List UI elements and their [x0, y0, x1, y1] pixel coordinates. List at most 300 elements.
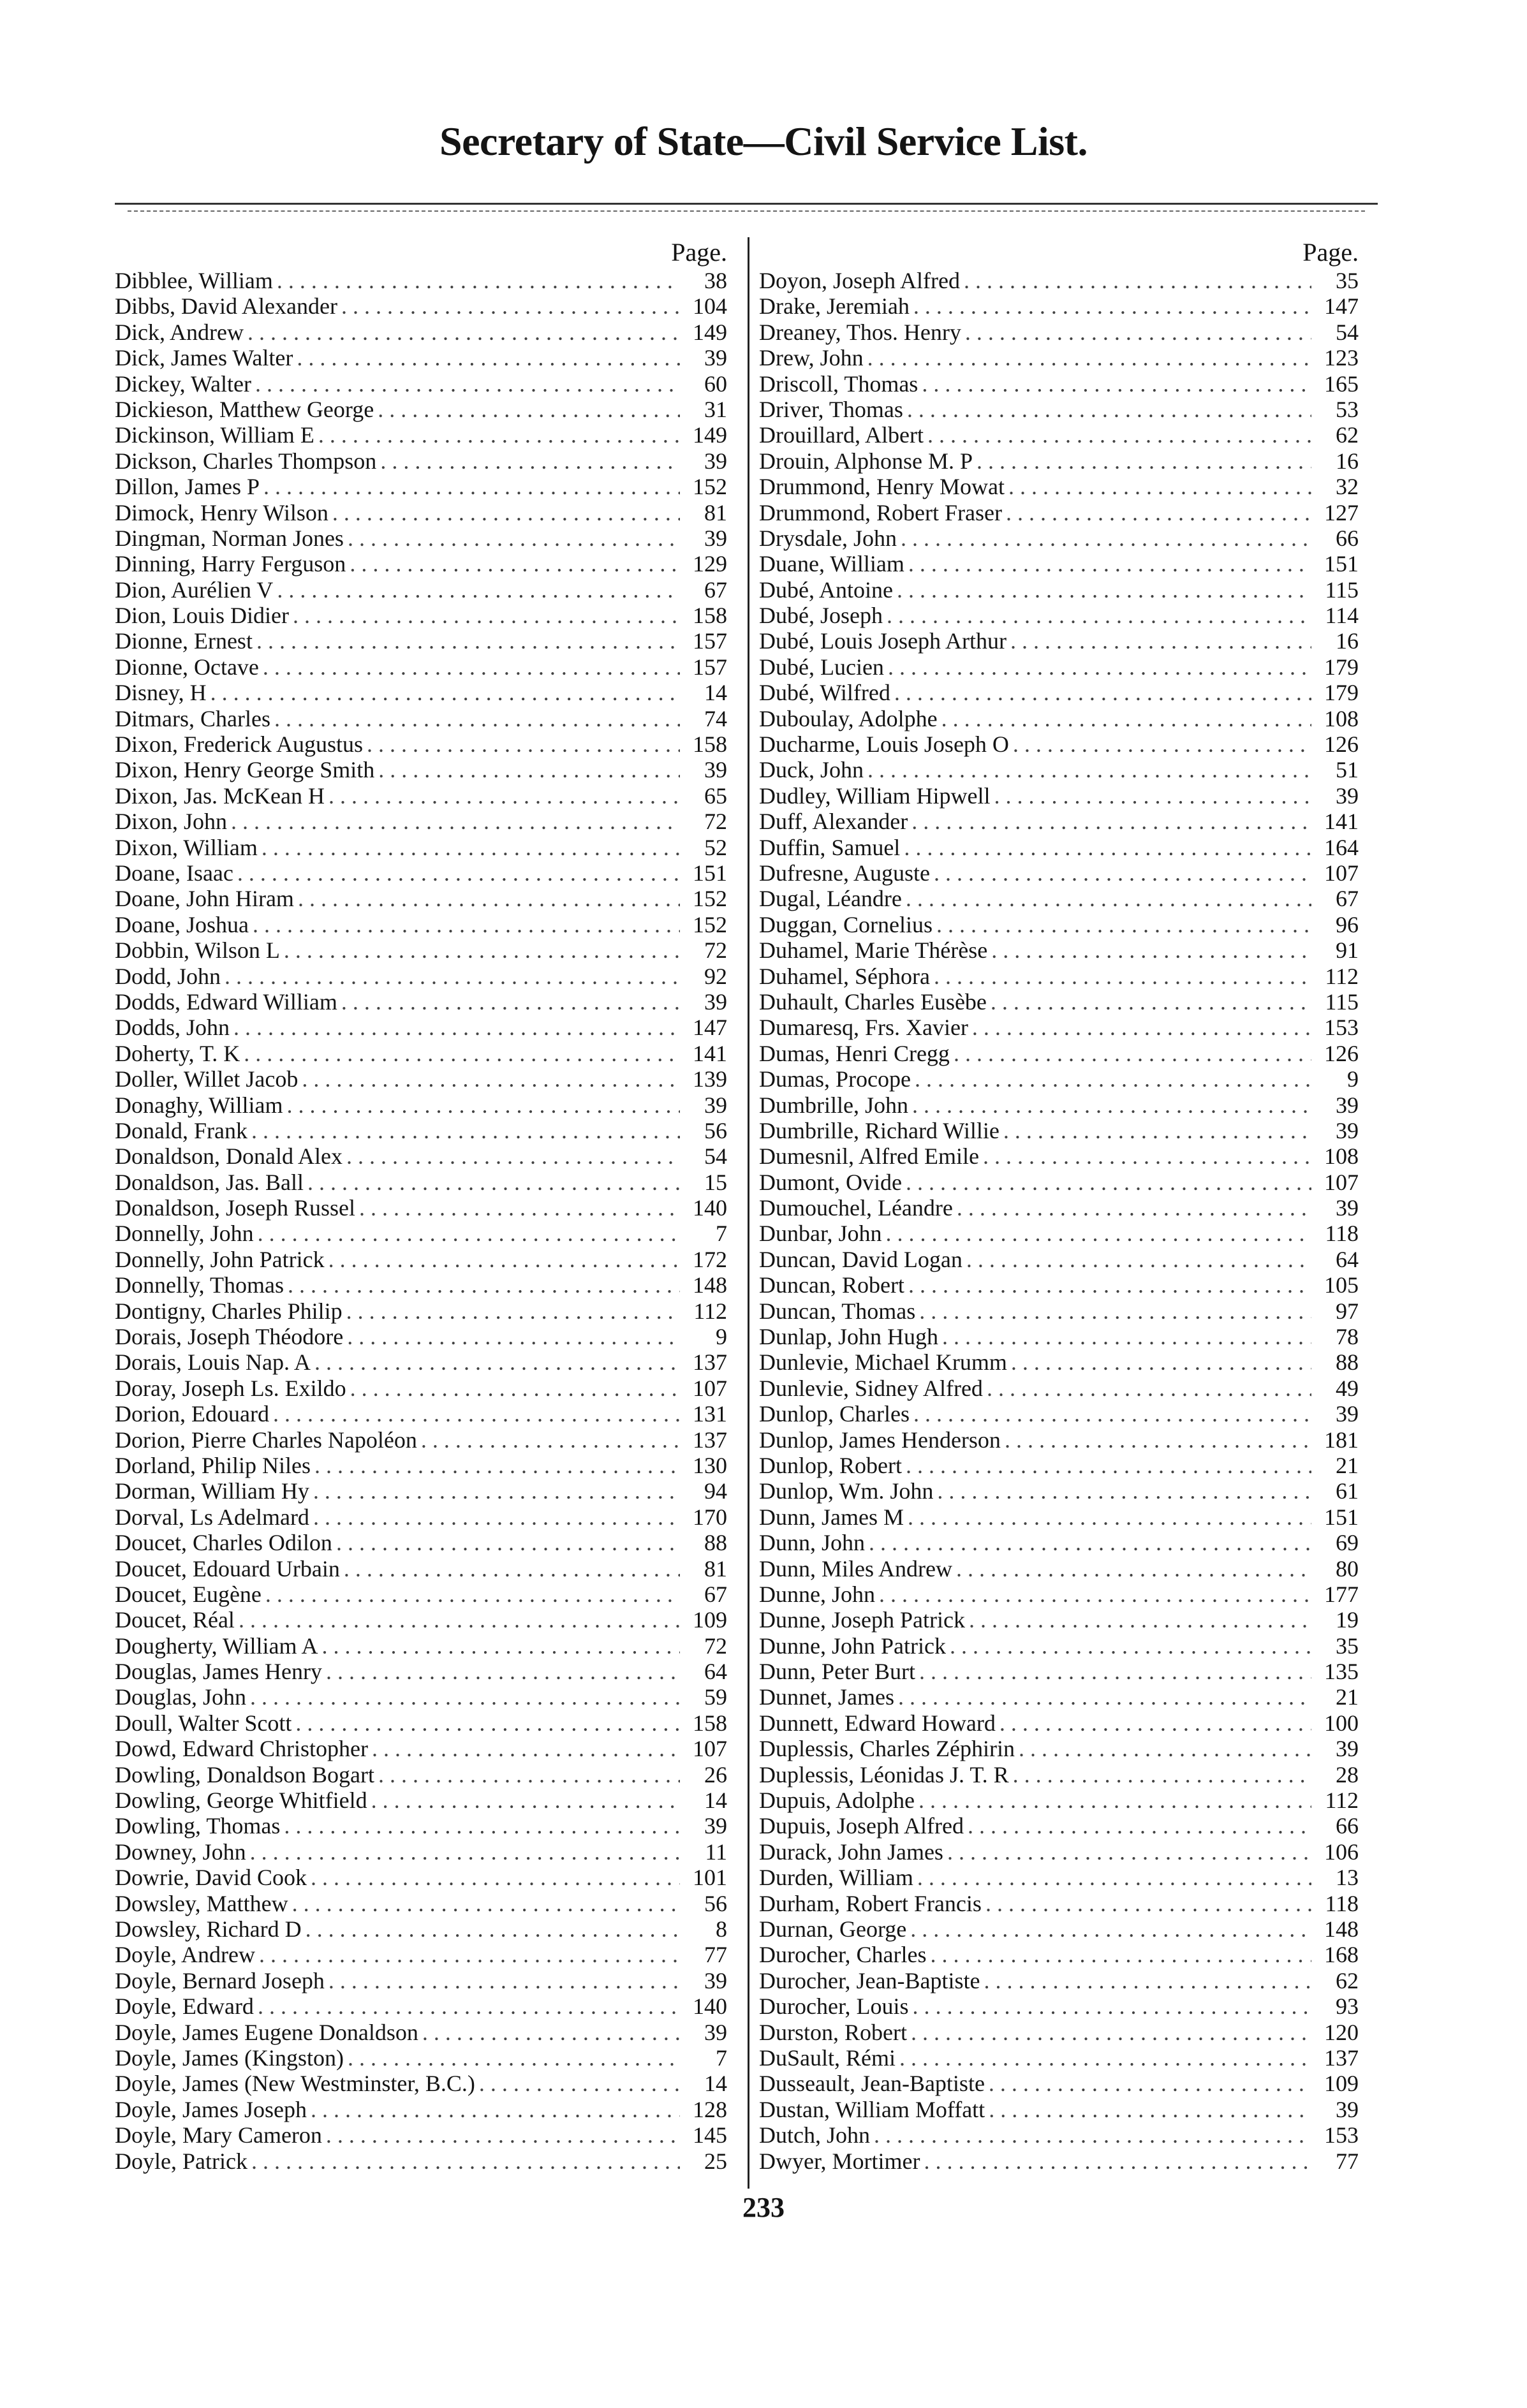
entry-name: Dubé, Joseph	[759, 603, 883, 629]
list-item	[759, 1221, 1359, 1246]
list-item	[115, 603, 727, 628]
entry-name: Dorion, Edouard	[115, 1401, 269, 1427]
dot-leader	[231, 809, 680, 834]
dot-leader	[421, 1427, 680, 1453]
dot-leader	[906, 1170, 1311, 1195]
entry-name: Ditmars, Charles	[115, 705, 270, 731]
list-item	[759, 1376, 1359, 1401]
entry-name: Dougherty, William A	[115, 1633, 318, 1659]
entry-page: 151	[1324, 551, 1359, 577]
entry-name: Dwyer, Mortimer	[759, 2148, 920, 2174]
entry-page: 72	[704, 937, 727, 964]
entry-page: 140	[693, 1195, 727, 1221]
entry-name: Dumesnil, Alfred Emile	[759, 1143, 979, 1170]
list-item	[115, 1118, 727, 1143]
entry-name: Dickey, Walter	[115, 371, 252, 397]
entry-page: 39	[704, 1092, 727, 1118]
dot-leader	[874, 2122, 1311, 2148]
entry-page: 141	[693, 1040, 727, 1066]
entry-page: 112	[693, 1298, 727, 1324]
entry-name: Duck, John	[759, 757, 864, 783]
entry-page: 92	[704, 963, 727, 989]
dot-leader	[991, 937, 1311, 963]
entry-name: Ducharme, Louis Joseph O	[759, 731, 1009, 758]
entry-page: 151	[693, 860, 727, 886]
list-item	[759, 1891, 1359, 1916]
list-item	[759, 1247, 1359, 1272]
dot-leader	[887, 603, 1311, 628]
list-item	[759, 680, 1359, 705]
entry-page: 179	[1324, 680, 1359, 706]
entry-name: Doyle, James (New Westminster, B.C.)	[115, 2071, 475, 2097]
dot-leader	[910, 1916, 1311, 1942]
dot-leader	[273, 1401, 680, 1427]
dot-leader	[314, 1349, 680, 1375]
list-item	[759, 293, 1359, 319]
entry-page: 123	[1324, 345, 1359, 371]
entry-name: Dubé, Louis Joseph Arthur	[759, 628, 1007, 654]
list-item	[115, 1839, 727, 1865]
list-item	[115, 1041, 727, 1066]
list-item	[759, 1041, 1359, 1066]
list-item	[115, 706, 727, 731]
dot-leader	[1005, 1427, 1311, 1453]
list-item	[759, 1530, 1359, 1555]
dot-leader	[259, 1942, 680, 1967]
dot-leader	[237, 860, 680, 886]
entry-name: Dibblee, William	[115, 268, 273, 293]
entry-page: 106	[1324, 1839, 1359, 1865]
list-item	[115, 1376, 727, 1401]
entry-page: 126	[1324, 731, 1359, 758]
dot-leader	[258, 1221, 680, 1246]
entry-page: 35	[1336, 268, 1359, 293]
list-item	[759, 1942, 1359, 1967]
entry-name: Dusseault, Jean-Baptiste	[759, 2071, 985, 2097]
list-item	[759, 731, 1359, 757]
list-item	[759, 1298, 1359, 1324]
list-item	[115, 1401, 727, 1427]
entry-name: Duncan, Thomas	[759, 1298, 916, 1324]
entry-name: Doucet, Edouard Urbain	[115, 1555, 340, 1582]
list-item	[759, 1710, 1359, 1736]
entry-name: Dutch, John	[759, 2122, 870, 2148]
dot-leader	[888, 654, 1311, 680]
dot-leader	[258, 1993, 680, 2019]
list-item	[115, 628, 727, 654]
list-item	[115, 474, 727, 499]
dot-leader	[262, 835, 680, 860]
entry-page: 39	[1336, 1092, 1359, 1118]
dot-leader	[936, 912, 1311, 937]
entry-name: Driver, Thomas	[759, 396, 903, 422]
list-item	[115, 835, 727, 860]
entry-name: Dorais, Joseph Théodore	[115, 1324, 344, 1350]
entry-name: Donaghy, William	[115, 1092, 283, 1118]
entry-name: Dixon, Henry George Smith	[115, 757, 375, 783]
dot-leader	[965, 319, 1311, 345]
entry-name: Doller, Willet Jacob	[115, 1066, 299, 1092]
entry-page: 39	[1336, 2096, 1359, 2122]
entry-name: Dudley, William Hipwell	[759, 782, 991, 809]
list-item	[759, 525, 1359, 551]
dot-leader	[344, 1556, 680, 1582]
dot-leader	[295, 1710, 680, 1736]
dot-leader	[907, 397, 1311, 422]
dot-leader	[293, 603, 680, 628]
list-item	[115, 268, 727, 293]
entry-page: 39	[1336, 782, 1359, 809]
entry-page: 94	[704, 1478, 727, 1504]
entry-page: 177	[1324, 1581, 1359, 1607]
dot-leader	[908, 1504, 1311, 1530]
dot-leader	[326, 2122, 680, 2148]
entry-page: 38	[704, 268, 727, 293]
dot-leader	[255, 371, 680, 397]
list-item	[759, 1324, 1359, 1349]
entry-page: 9	[716, 1324, 727, 1350]
entry-page: 164	[1324, 834, 1359, 860]
entry-name: Dumas, Procope	[759, 1066, 911, 1092]
entry-page: 56	[704, 1117, 727, 1143]
entry-page: 93	[1336, 1993, 1359, 2020]
entry-page: 31	[704, 396, 727, 422]
entry-page: 100	[1324, 1710, 1359, 1736]
list-item	[115, 937, 727, 963]
entry-name: Donaldson, Joseph Russel	[115, 1195, 355, 1221]
list-item	[759, 757, 1359, 782]
list-item	[759, 371, 1359, 397]
entry-name: Dumbrille, John	[759, 1092, 908, 1118]
list-item	[759, 809, 1359, 834]
entry-name: Durack, John James	[759, 1839, 943, 1865]
list-item	[115, 1788, 727, 1813]
list-item	[759, 1504, 1359, 1530]
list-item	[759, 1865, 1359, 1890]
entry-name: Dobbin, Wilson L	[115, 937, 280, 964]
entry-page: 74	[704, 705, 727, 731]
entry-page: 77	[1336, 2148, 1359, 2174]
entry-name: Dumas, Henri Cregg	[759, 1040, 950, 1066]
entry-name: Douglas, James Henry	[115, 1659, 322, 1685]
list-item	[115, 1582, 727, 1607]
entry-page: 54	[1336, 319, 1359, 345]
entry-page: 153	[1324, 1015, 1359, 1041]
entry-name: Duplessis, Charles Zéphirin	[759, 1736, 1015, 1762]
entry-page: 139	[693, 1066, 727, 1092]
entry-page: 157	[693, 654, 727, 680]
entry-name: Downey, John	[115, 1839, 246, 1865]
dot-leader	[326, 1659, 680, 1684]
entry-page: 97	[1336, 1298, 1359, 1324]
entry-page: 168	[1324, 1942, 1359, 1968]
dot-leader	[915, 1066, 1311, 1092]
entry-name: Dubé, Antoine	[759, 576, 893, 603]
entry-name: Durston, Robert	[759, 2019, 907, 2045]
entry-name: Doucet, Réal	[115, 1607, 235, 1633]
dot-leader	[918, 1788, 1311, 1813]
entry-page: 52	[704, 834, 727, 860]
list-item	[759, 1839, 1359, 1865]
entry-name: Duane, William	[759, 551, 904, 577]
entry-name: Dick, Andrew	[115, 319, 244, 345]
entry-name: Donaldson, Donald Alex	[115, 1143, 343, 1170]
dot-leader	[328, 783, 680, 809]
entry-page: 56	[704, 1890, 727, 1916]
dot-leader	[1019, 1736, 1311, 1761]
dot-leader	[479, 2071, 680, 2096]
list-item	[759, 628, 1359, 654]
page-title: Secretary of State—Civil Service List.	[439, 119, 1088, 164]
list-item	[759, 783, 1359, 809]
list-item	[759, 1118, 1359, 1143]
dot-leader	[919, 1298, 1311, 1324]
list-item	[759, 1916, 1359, 1942]
entry-name: Dionne, Ernest	[115, 628, 253, 654]
list-item	[115, 1968, 727, 1993]
entry-page: 21	[1336, 1684, 1359, 1710]
entry-name: Doull, Walter Scott	[115, 1710, 292, 1736]
list-item	[759, 319, 1359, 345]
entry-page: 149	[693, 422, 727, 448]
entry-page: 39	[704, 2019, 727, 2045]
entry-name: Doyle, Bernard Joseph	[115, 1967, 325, 1993]
entry-page: 152	[693, 474, 727, 500]
entry-name: Dubé, Wilfred	[759, 680, 890, 706]
dot-leader	[989, 2071, 1311, 2096]
entry-page: 158	[693, 731, 727, 758]
entry-name: Doyon, Joseph Alfred	[759, 268, 960, 293]
entry-page: 128	[693, 2096, 727, 2122]
list-item	[759, 1195, 1359, 1221]
dot-leader	[894, 680, 1311, 705]
entry-name: Dreaney, Thos. Henry	[759, 319, 961, 345]
dot-leader	[984, 1968, 1311, 1993]
entry-name: Dillon, James P	[115, 474, 260, 500]
dot-leader	[934, 964, 1311, 989]
dot-leader	[991, 989, 1311, 1015]
entry-name: Doyle, James Joseph	[115, 2096, 307, 2122]
list-item	[759, 1427, 1359, 1453]
entry-name: Durnan, George	[759, 1916, 907, 1942]
entry-name: Dingman, Norman Jones	[115, 525, 344, 551]
entry-page: 158	[693, 1710, 727, 1736]
entry-page: 81	[704, 1555, 727, 1582]
list-item	[115, 1066, 727, 1092]
dot-leader	[947, 1839, 1311, 1865]
dot-leader	[251, 1118, 680, 1143]
dot-leader	[924, 2148, 1312, 2174]
entry-page: 53	[1336, 396, 1359, 422]
list-item	[759, 474, 1359, 499]
entry-name: Doyle, James Eugene Donaldson	[115, 2019, 418, 2045]
dot-leader	[298, 886, 680, 911]
dot-leader	[942, 1324, 1311, 1349]
list-item	[759, 937, 1359, 963]
entry-page: 112	[1325, 1788, 1359, 1814]
dot-leader	[380, 448, 680, 474]
list-item	[759, 2020, 1359, 2045]
list-item	[115, 989, 727, 1015]
entry-page: 105	[1324, 1272, 1359, 1298]
entry-name: Dibbs, David Alexander	[115, 293, 337, 319]
page-column-label: Page.	[1302, 238, 1359, 267]
dot-leader	[957, 1195, 1311, 1221]
dot-leader	[263, 474, 680, 499]
entry-name: Drake, Jeremiah	[759, 293, 910, 319]
entry-page: 107	[693, 1736, 727, 1762]
list-item	[759, 1993, 1359, 2019]
entry-page: 107	[693, 1375, 727, 1401]
dot-leader	[1013, 731, 1311, 757]
entry-name: Dickson, Charles Thompson	[115, 448, 377, 474]
list-item	[759, 2122, 1359, 2148]
dot-leader	[247, 319, 680, 345]
entry-page: 39	[704, 988, 727, 1015]
list-item	[759, 1788, 1359, 1813]
dot-leader	[314, 1453, 680, 1478]
entry-name: Dunlevie, Michael Krumm	[759, 1349, 1007, 1376]
entry-name: Duncan, David Logan	[759, 1246, 963, 1272]
list-item	[115, 1504, 727, 1530]
dot-leader	[983, 1143, 1311, 1169]
list-item	[759, 964, 1359, 989]
list-item	[115, 1865, 727, 1890]
entry-name: Duhamel, Séphora	[759, 963, 930, 989]
entry-page: 14	[704, 680, 727, 706]
entry-page: 67	[1336, 886, 1359, 912]
entry-name: Dion, Louis Didier	[115, 603, 289, 629]
entry-page: 109	[693, 1607, 727, 1633]
dot-leader	[251, 2148, 680, 2174]
dot-leader	[328, 1247, 680, 1272]
list-item	[759, 2097, 1359, 2122]
dot-leader	[306, 1916, 680, 1942]
entry-page: 158	[693, 603, 727, 629]
list-item	[115, 2020, 727, 2045]
list-item	[115, 1684, 727, 1710]
entry-name: Dickieson, Matthew George	[115, 396, 374, 422]
entry-page: 39	[1336, 1401, 1359, 1427]
entry-page: 118	[1325, 1890, 1359, 1916]
entry-name: Dowsley, Matthew	[115, 1890, 288, 1916]
dot-leader	[287, 1092, 680, 1118]
dot-leader	[336, 1530, 680, 1555]
entry-name: Dumbrille, Richard Willie	[759, 1117, 1000, 1143]
entry-page: 120	[1324, 2019, 1359, 2045]
dot-leader	[906, 886, 1311, 911]
dot-leader	[908, 551, 1311, 576]
dot-leader	[341, 293, 680, 319]
entry-name: Dunne, Joseph Patrick	[759, 1607, 965, 1633]
entry-name: Dunne, John Patrick	[759, 1633, 946, 1659]
list-item	[759, 989, 1359, 1015]
entry-name: Drummond, Henry Mowat	[759, 474, 1005, 500]
entry-name: Doane, Joshua	[115, 911, 249, 937]
entry-page: 96	[1336, 911, 1359, 937]
entry-name: Dowling, Donaldson Bogart	[115, 1761, 374, 1788]
entry-name: Duff, Alexander	[759, 809, 908, 835]
dot-leader	[318, 422, 680, 448]
dot-leader	[972, 1015, 1311, 1040]
entry-page: 66	[1336, 525, 1359, 551]
entry-name: Duplessis, Léonidas J. T. R	[759, 1761, 1009, 1788]
list-item	[115, 2148, 727, 2174]
entry-name: Drouin, Alphonse M. P	[759, 448, 973, 474]
title-rule	[115, 203, 1378, 205]
list-item	[115, 1942, 727, 1967]
list-item	[759, 2148, 1359, 2174]
entry-page: 9	[1347, 1066, 1359, 1092]
entry-page: 21	[1336, 1452, 1359, 1478]
entry-name: Duncan, Robert	[759, 1272, 904, 1298]
entry-page: 91	[1336, 937, 1359, 964]
entry-page: 145	[693, 2122, 727, 2148]
entry-name: Duhamel, Marie Thérèse	[759, 937, 988, 964]
list-item	[759, 1813, 1359, 1839]
list-item	[115, 2045, 727, 2071]
list-item	[759, 1272, 1359, 1298]
dot-leader	[913, 293, 1311, 319]
entry-name: Doyle, Patrick	[115, 2148, 247, 2174]
list-item	[115, 1710, 727, 1736]
dot-leader	[372, 1736, 680, 1761]
entry-page: 126	[1324, 1040, 1359, 1066]
entry-name: Dodds, Edward William	[115, 988, 337, 1015]
dot-leader	[346, 1298, 680, 1324]
list-item	[115, 964, 727, 989]
dot-leader	[322, 1633, 680, 1659]
name-list	[115, 268, 727, 2174]
dot-leader	[879, 1582, 1311, 1607]
dot-leader	[930, 1942, 1311, 1967]
dot-leader	[1003, 1118, 1311, 1143]
list-item	[759, 1607, 1359, 1633]
entry-name: Dunnet, James	[759, 1684, 894, 1710]
entry-page: 135	[1324, 1659, 1359, 1685]
list-item	[759, 1556, 1359, 1582]
dot-leader	[911, 809, 1311, 834]
entry-page: 148	[1324, 1916, 1359, 1942]
entry-page: 64	[1336, 1246, 1359, 1272]
entry-page: 147	[693, 1015, 727, 1041]
dot-leader	[912, 1092, 1311, 1118]
entry-name: Dunlop, Wm. John	[759, 1478, 934, 1504]
entry-name: Doane, Isaac	[115, 860, 233, 886]
dot-leader	[297, 345, 680, 371]
list-item	[759, 1659, 1359, 1684]
dot-leader	[341, 989, 680, 1015]
list-item	[115, 397, 727, 422]
dot-leader	[941, 706, 1311, 731]
dot-leader	[313, 1478, 680, 1504]
list-item	[759, 860, 1359, 886]
entry-page: 179	[1324, 654, 1359, 680]
entry-name: Dumont, Ovide	[759, 1169, 902, 1195]
dot-leader	[994, 783, 1312, 809]
list-item	[115, 1247, 727, 1272]
list-item	[115, 2122, 727, 2148]
list-item	[115, 1143, 727, 1169]
entry-name: Drummond, Robert Fraser	[759, 499, 1002, 525]
entry-page: 147	[1324, 293, 1359, 319]
dot-leader	[378, 757, 680, 782]
entry-name: Dunbar, John	[759, 1221, 882, 1247]
entry-page: 127	[1324, 499, 1359, 525]
entry-page: 54	[704, 1143, 727, 1170]
dot-leader	[917, 1865, 1311, 1890]
entry-name: Durham, Robert Francis	[759, 1890, 982, 1916]
